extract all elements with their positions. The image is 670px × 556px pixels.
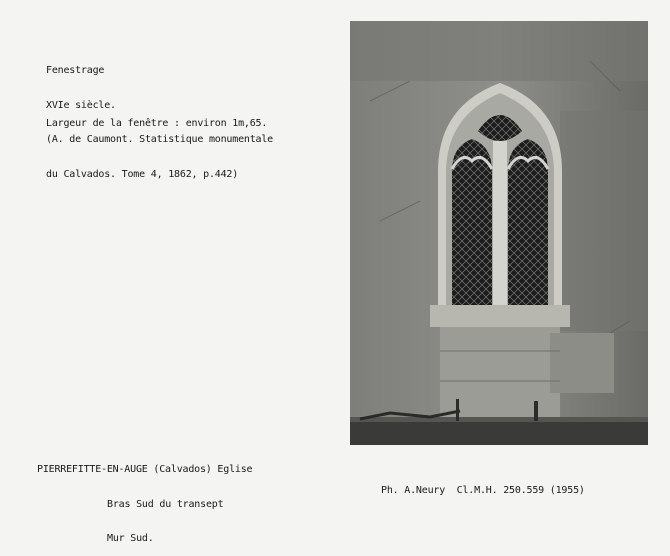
caption-century: XVIe siècle. bbox=[46, 99, 116, 111]
photo-credit bbox=[381, 462, 585, 508]
right-lancet bbox=[508, 139, 548, 305]
photo-credit-text: Ph. A.Neury Cl.M.H. 250.559 (1955) bbox=[381, 485, 585, 496]
width-note-text: Largeur de la fenêtre : environ 1m,65. bbox=[46, 118, 268, 129]
caption-reference-1: (A. de Caumont. Statistique monumentale bbox=[46, 134, 273, 145]
window-sill bbox=[430, 305, 570, 327]
caption-reference-2: du Calvados. Tome 4, 1862, p.442) bbox=[46, 168, 239, 180]
caption-title: Fenestrage bbox=[46, 65, 105, 76]
width-note bbox=[46, 95, 267, 141]
left-lancet bbox=[452, 139, 492, 305]
location-line-1: PIERREFITTE-EN-AUGE (Calvados) Eglise bbox=[37, 464, 253, 475]
ground-strip bbox=[350, 421, 648, 445]
window-photograph bbox=[350, 21, 648, 445]
location-line-3: Mur Sud. bbox=[107, 533, 154, 544]
location-line-2: Bras Sud du transept bbox=[107, 498, 224, 510]
window-photograph-image bbox=[350, 21, 648, 445]
mullion bbox=[493, 141, 507, 311]
location-caption bbox=[37, 441, 252, 556]
